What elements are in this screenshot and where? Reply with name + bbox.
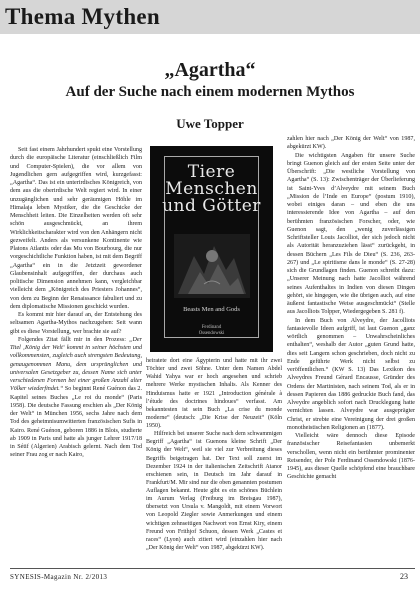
magazine-issue: SYNESIS-Magazin Nr. 2/2013 [10, 573, 108, 581]
section-title: Thema Mythen [5, 4, 161, 29]
section-banner [0, 0, 420, 34]
paragraph: Hilfreich bei unserer Suche nach dem schwammigen Begriff „Agartha“ ist Guenons kleine Schrift „Der König der Welt“, weil sie viel zur Verbreitung dieses Begriffs beigetragen hat. Der Text soll zuerst im Dezember 1924 in der italienischen Zeitschrift Atanor erschienen sein, in Deutsch im Jahr darauf in Frankfurt/M. Mir sind nur die oben genannten postumen Auflagen bekannt. Heute gibt es ein schönes Büchlein im Aurum Verlag (Freiburg im Breisgau 1987), übersetzt von Ursula v. Mangoldt, mit einem Vorwort von Leopold Ziegler sowie Anmerkungen und einem wichtigen zehnseitigen Nachwort von Ernst Kiry, einem Freund von Frithjof Schuon, dessen Werk „Castes et races“ (Lyon) auch zitiert wird (einzahlen hier nach „Der König der Welt“ von 1987, abgekürzt KW). [146, 431, 282, 551]
cover-author-line: Ferdinand [201, 325, 222, 330]
article-author: Uwe Topper [176, 116, 244, 131]
cover-title [150, 164, 273, 215]
paragraph [10, 336, 142, 460]
paragraph: zahlen hier nach „Der König der Welt“ von 1987, abgekürzt KW). [287, 136, 415, 151]
article-title: „Agartha“ [164, 59, 256, 81]
cover-title-line: und Götter [162, 196, 261, 216]
article-column-1 [10, 146, 142, 460]
footer-divider [10, 568, 415, 569]
paragraph: Seit fast einem Jahrhundert spukt eine Vorstellung durch die europäische Literatur (einschließlich Film und Computer-Spielen), die vor allem von Jugendlichen gern aufgegriffen wird, kurzgefasst: „Agartha“. Das ist ein unterirdisches Königreich, von dem aus die oberirdische Welt regiert wird. In einer unzugänglichen und sehr geräumigen Höhle im Himalaja leben Mystiker, die die Geschicke der Menschheit leiten. Die Einzelheiten werden oft sehr schön ausgeschmückt, an ihrem Wirklichkeitscharakter wird von den Anhängern nicht gezweifelt. Anders als versunkene Kontinente wie Platons Atlantis oder das Mu von Bourbourg, die nur vorgeschichtliche Funktion haben, ist mit dem Begriff „Agartha“ ein in die Jetztzeit gewordener Glaubensinhalt aufgegriffen, der durchaus auch politische Dimension annehmen kann, vergleichbar vielleicht dem „Königreich des Priesters Johannes“, von dem zu Beginn der Renaissance fabuliert und zu dem diplomatische Missionen geschickt wurden. [10, 147, 142, 310]
paragraph: In dem Buch von Alveydre, der Jacolliots fantasievolle Ideen aufgriff, ist laut Guenon „ganz wörtlich genommen – Unwahrscheinliches enthalten“, weshalb der Autor „guten Grund hatte, dies seit Langem schon geschrieben, doch nicht zu Ende geführte Werk nicht selbst zu veröffentlichen.“ (KW S. 13) Das Lexikon des Alveydres Freund Gérard Encausse, Gründer des Ordens der Martinisten, nach seinem Tod, als er in dessen Papieren das 1886 gedruckte Buch fand, das Alveydre angeblich sofort nach Drucklegung hatte vernichten lassen. Alveydre war ausgeprägter Christ, er strebte eine Vereinigung der drei großen monotheistischen Religionen an (1877). [287, 317, 415, 431]
paragraph: Die wichtigsten Angaben für unsere Suche bringt Guenon gleich auf der ersten Seite unter der Überschrift: „Die westliche Vorstellung von Agartha“ (S. 13): Zwischenträger der Überlieferung ist Saint-Yves d’Alveydre mit seinem Buch „Mission de l’Inde en Europe“ (postum 1910), wobei einiges daran – und eben die uns interessierende Idee von Agartha – auf den berühmten französischen Forscher, oder, wie Guenon sagt, den „wenig zuverlässigen Schriftsteller Louis Jacolliot, der sich jedoch nicht als Autorität heranzuziehen lässt“ zurückgeht, in dessen Büchern „Les Fils de Dieu“ (S. 236, 263-267) und „Le spiritisme dans le monde“ (S. 27-28) sich die Grundlagen finden. Guenon schreibt dazu: „Unserer Meinung nach hatte Jacolliot während seines Aufenthaltes in Indien von diesen Dingen gehört, sie hingegen, wie die übrigen auch, auf eine äußerst fantastische Weise ausgeschmückt“ (Stelle aus Jacolliots Tolpper, Wiedergegeben S. 281 f). [287, 152, 415, 316]
book-cover-image [150, 146, 273, 352]
article-column-3 [287, 135, 415, 482]
guenon-quote: „Der Titel ‚König der Welt‘ kommt in seiner höchsten und vollkommensten, zugleich auch strengsten Bedeutung, genaugenommen Manu, dem ursprünglichen und universalen Gesetzgeber zu, dessen Name sich unter verschiedenen Formen bei einer großen Anzahl alter Völker wiederfindet.“ [10, 336, 142, 393]
cover-author-line: Ossendowski [198, 330, 225, 336]
paragraph-tail: So beginnt René Guénon das 2. Kapitel seines Buches „Le roi du monde“ (Paris 1958). Die deutsche Fassung erschien als „Der König der Welt“ in München 1956, sechs Jahre nach dem Tod des geheimnisumwitterten französischen Sufis in Kairo. René Guénon, geboren 1886 in Blois, studierte ab 1909 in Paris und hatte als junger Lehrer 1917/18 in Sétif (Algerien) Arabisch gelernt. Nach dem Tod seiner Frau zog er nach Kairo, [10, 386, 142, 459]
paragraph: Vielleicht wäre dennoch diese Episode französischer Reisefantasien unbemerkt verschollen, wenn nicht ein berühmter prominenter Reisender, der Pole Ferdinand Ossendowski (1876-1945), aus dieser Quelle schöpfend eine brauchbare Geschichte gemacht [287, 433, 415, 481]
cover-title-line: Tiere [187, 162, 236, 182]
cover-subtitle-line: Beasts Men and Gods [183, 306, 240, 313]
article-subtitle: Auf der Suche nach einem modernen Mythos [65, 84, 355, 100]
cover-title-line: Menschen [165, 179, 258, 199]
paragraph: heiratete dort eine Ägypterin und hatte mit ihr zwei Töchter und zwei Söhne. Unter dem Namen Abdel Wahid Yahya war er hoch angesehen und schrieb mehrere Werke mystischen Inhalts. Als Kenner des Hinduismus hatte er 1921 „Introduction générale à l’étude des doctrines hindoues“ verfasst. Am bekanntesten ist sein Buch „La crise du monde moderne“ (deutsch: „Die Krise der Neuzeit“ (Köln 1950). [146, 358, 282, 429]
article-column-2 [146, 357, 282, 552]
paragraph: Es kommt mir hier darauf an, der Entstehung des seltsamen Agartha-Mythos nachzugehen: Seit wann gibt es diese Vorstellung, wer brachte sie auf? [10, 312, 142, 335]
cover-illustration [174, 234, 250, 298]
page-number: 23 [400, 572, 408, 581]
cover-subtitle [150, 306, 273, 313]
paragraph-lead: Folgendes Zitat fällt mir in den Prozess: [18, 336, 126, 343]
cover-author [150, 325, 273, 336]
